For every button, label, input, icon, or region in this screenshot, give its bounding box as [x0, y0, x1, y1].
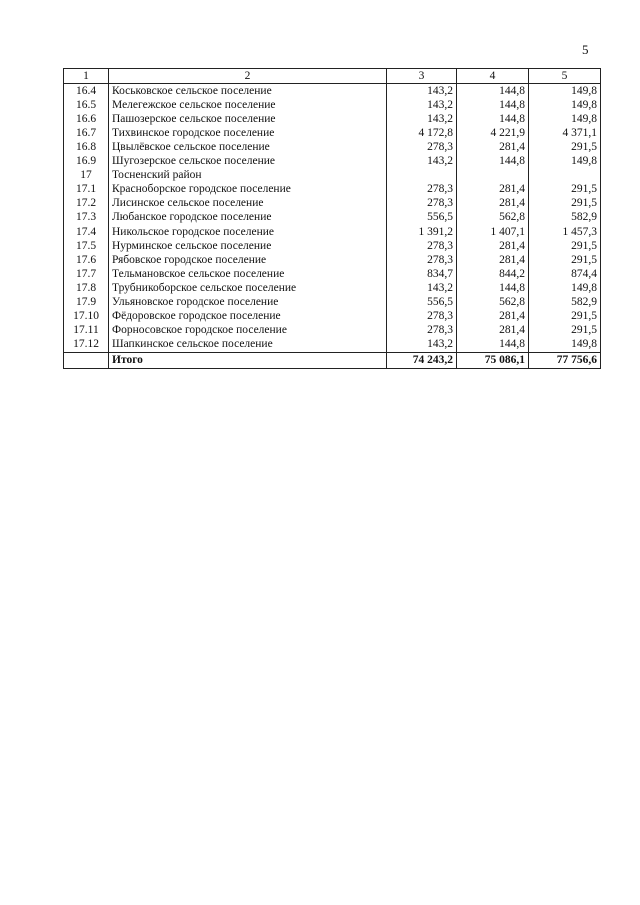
- table-row: [64, 155, 601, 169]
- row-value-3: 278,3: [387, 197, 457, 211]
- row-value-4: 281,4: [457, 253, 529, 267]
- row-number: 17.7: [64, 267, 109, 281]
- row-value-5: 582,9: [529, 296, 601, 310]
- row-name: Шугозерское сельское поселение: [109, 155, 387, 169]
- row-number: 17.2: [64, 197, 109, 211]
- row-value-5: 291,5: [529, 324, 601, 338]
- row-value-4: 281,4: [457, 140, 529, 154]
- row-number: 17.3: [64, 211, 109, 225]
- row-name: Тельмановское сельское поселение: [109, 267, 387, 281]
- row-value-4: 144,8: [457, 84, 529, 99]
- row-name: Форносовское городское поселение: [109, 324, 387, 338]
- table-header-row: [64, 69, 601, 84]
- row-value-4: 281,4: [457, 324, 529, 338]
- column-header-1: 1: [64, 69, 109, 84]
- row-name: Нурминское сельское поселение: [109, 239, 387, 253]
- table-row: [64, 267, 601, 281]
- row-value-5: 291,5: [529, 310, 601, 324]
- row-value-3: 278,3: [387, 253, 457, 267]
- row-name: Фёдоровское городское поселение: [109, 310, 387, 324]
- row-value-3: 556,5: [387, 211, 457, 225]
- table-row: [64, 225, 601, 239]
- row-value-5: 291,5: [529, 239, 601, 253]
- row-number: 16.9: [64, 155, 109, 169]
- row-value-4: 281,4: [457, 239, 529, 253]
- row-value-3: 834,7: [387, 267, 457, 281]
- row-value-5: 149,8: [529, 112, 601, 126]
- row-name: Мелегежское сельское поселение: [109, 98, 387, 112]
- row-value-3: 278,3: [387, 140, 457, 154]
- table-row: [64, 324, 601, 338]
- table-row: [64, 169, 601, 183]
- row-value-4: 144,8: [457, 281, 529, 295]
- row-name: Коськовское сельское поселение: [109, 84, 387, 99]
- page-number: 5: [582, 42, 589, 57]
- row-name: Цвылёвское сельское поселение: [109, 140, 387, 154]
- row-name: Никольское городское поселение: [109, 225, 387, 239]
- total-number: [64, 352, 109, 368]
- row-value-5: 4 371,1: [529, 126, 601, 140]
- row-name: Красноборское городское поселение: [109, 183, 387, 197]
- row-value-3: 143,2: [387, 338, 457, 353]
- row-number: 16.8: [64, 140, 109, 154]
- row-value-3: 278,3: [387, 183, 457, 197]
- row-value-5: 291,5: [529, 183, 601, 197]
- row-value-4: 281,4: [457, 197, 529, 211]
- row-value-4: [457, 169, 529, 183]
- table-row: [64, 310, 601, 324]
- row-number: 17.8: [64, 281, 109, 295]
- row-value-4: 562,8: [457, 296, 529, 310]
- table-row: [64, 239, 601, 253]
- row-value-5: 291,5: [529, 197, 601, 211]
- row-value-5: 149,8: [529, 155, 601, 169]
- row-number: 16.6: [64, 112, 109, 126]
- table-row: [64, 98, 601, 112]
- row-number: 17.5: [64, 239, 109, 253]
- total-value-4: 75 086,1: [457, 352, 529, 368]
- row-value-3: 278,3: [387, 239, 457, 253]
- row-value-4: 4 221,9: [457, 126, 529, 140]
- row-number: 17.10: [64, 310, 109, 324]
- row-value-5: 149,8: [529, 338, 601, 353]
- row-value-5: 149,8: [529, 98, 601, 112]
- row-number: 16.7: [64, 126, 109, 140]
- row-value-3: 1 391,2: [387, 225, 457, 239]
- total-label: Итого: [109, 352, 387, 368]
- row-name: Лисинское сельское поселение: [109, 197, 387, 211]
- row-value-5: 291,5: [529, 253, 601, 267]
- row-name: Пашозерское сельское поселение: [109, 112, 387, 126]
- row-value-5: 1 457,3: [529, 225, 601, 239]
- table-row: [64, 126, 601, 140]
- row-name: Рябовское городское поселение: [109, 253, 387, 267]
- table-row: [64, 197, 601, 211]
- row-value-4: 144,8: [457, 112, 529, 126]
- row-value-4: 144,8: [457, 155, 529, 169]
- row-value-4: 144,8: [457, 338, 529, 353]
- column-header-3: 3: [387, 69, 457, 84]
- row-value-3: 4 172,8: [387, 126, 457, 140]
- row-value-5: 582,9: [529, 211, 601, 225]
- row-name: Шапкинское сельское поселение: [109, 338, 387, 353]
- row-value-3: 143,2: [387, 98, 457, 112]
- total-value-3: 74 243,2: [387, 352, 457, 368]
- row-number: 17.12: [64, 338, 109, 353]
- table-row: [64, 253, 601, 267]
- row-value-3: 556,5: [387, 296, 457, 310]
- row-number: 16.5: [64, 98, 109, 112]
- row-value-4: 281,4: [457, 183, 529, 197]
- row-name: Любанское городское поселение: [109, 211, 387, 225]
- row-value-4: 844,2: [457, 267, 529, 281]
- allocation-table: [63, 68, 601, 369]
- row-value-3: 278,3: [387, 310, 457, 324]
- table-row: [64, 211, 601, 225]
- row-name: Тосненский район: [109, 169, 387, 183]
- table-row: [64, 296, 601, 310]
- row-number: 17.4: [64, 225, 109, 239]
- row-value-3: 143,2: [387, 112, 457, 126]
- row-value-4: 1 407,1: [457, 225, 529, 239]
- table-row: [64, 112, 601, 126]
- column-header-5: 5: [529, 69, 601, 84]
- row-value-3: [387, 169, 457, 183]
- row-value-5: 291,5: [529, 140, 601, 154]
- table-row: [64, 338, 601, 353]
- row-value-5: 149,8: [529, 281, 601, 295]
- table-row: [64, 140, 601, 154]
- row-value-3: 143,2: [387, 84, 457, 99]
- row-number: 17.1: [64, 183, 109, 197]
- row-number: 17.11: [64, 324, 109, 338]
- column-header-4: 4: [457, 69, 529, 84]
- row-value-4: 144,8: [457, 98, 529, 112]
- row-number: 16.4: [64, 84, 109, 99]
- row-number: 17: [64, 169, 109, 183]
- row-name: Ульяновское городское поселение: [109, 296, 387, 310]
- column-header-2: 2: [109, 69, 387, 84]
- table-row: [64, 281, 601, 295]
- table-row: [64, 183, 601, 197]
- row-value-3: 278,3: [387, 324, 457, 338]
- row-value-3: 143,2: [387, 281, 457, 295]
- row-number: 17.6: [64, 253, 109, 267]
- row-name: Трубникоборское сельское поселение: [109, 281, 387, 295]
- table-row: [64, 84, 601, 99]
- row-value-4: 562,8: [457, 211, 529, 225]
- total-value-5: 77 756,6: [529, 352, 601, 368]
- row-number: 17.9: [64, 296, 109, 310]
- row-value-5: [529, 169, 601, 183]
- row-value-4: 281,4: [457, 310, 529, 324]
- row-value-5: 149,8: [529, 84, 601, 99]
- row-value-3: 143,2: [387, 155, 457, 169]
- total-row: [64, 352, 601, 368]
- row-name: Тихвинское городское поселение: [109, 126, 387, 140]
- row-value-5: 874,4: [529, 267, 601, 281]
